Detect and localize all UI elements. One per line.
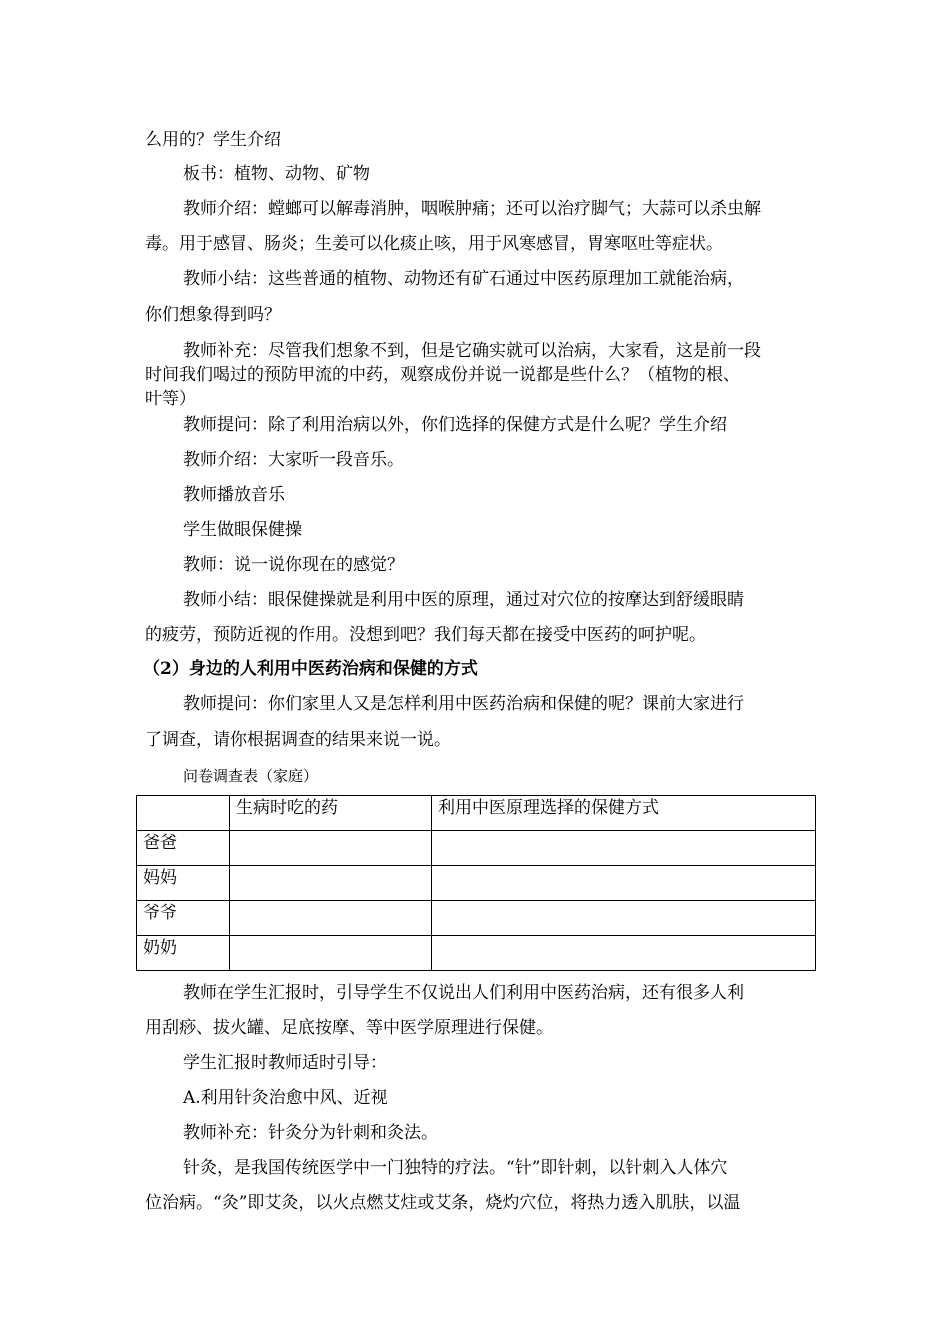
table-cell: [230, 866, 432, 901]
paragraph-line: 教师提问：你们家里人又是怎样利用中医药治病和保健的呢？课前大家进行: [183, 694, 744, 714]
table-row: [137, 936, 816, 971]
table-cell: 妈妈: [137, 866, 230, 901]
table-row: [137, 901, 816, 936]
table-cell: [432, 901, 816, 936]
table-cell: [432, 831, 816, 866]
paragraph-line: 教师介绍：螳螂可以解毒消肿，咽喉肿痛；还可以治疗脚气；大蒜可以杀虫解: [183, 199, 761, 219]
paragraph-line: 教师介绍：大家听一段音乐。: [183, 450, 404, 470]
table-cell: [432, 866, 816, 901]
table-cell: [230, 901, 432, 936]
paragraph-line: 教师：说一说你现在的感觉？: [183, 555, 404, 575]
paragraph-line: 叶等）: [145, 389, 196, 409]
paragraph-line: 教师补充：尽管我们想象不到，但是它确实就可以治病，大家看，这是前一段: [183, 341, 761, 361]
paragraph-line: 板书：植物、动物、矿物: [183, 164, 370, 184]
paragraph-line: 时间我们喝过的预防甲流的中药，观察成份并说一说都是些什么？（植物的根、: [145, 365, 740, 385]
table-header-row: [137, 796, 816, 831]
paragraph-line: 教师提问：除了利用治病以外，你们选择的保健方式是什么呢？学生介绍: [183, 415, 727, 435]
table-header-cell: 利用中医原理选择的保健方式: [432, 796, 816, 831]
paragraph-line: 了调查，请你根据调查的结果来说一说。: [145, 730, 451, 750]
paragraph-line: 用刮痧、拔火罐、足底按摩、等中医学原理进行保健。: [145, 1018, 553, 1038]
paragraph-line: 么用的？学生介绍: [145, 130, 281, 150]
table-row: [137, 831, 816, 866]
table-cell: [432, 936, 816, 971]
paragraph-line: 的疲劳，预防近视的作用。没想到吧？我们每天都在接受中医药的呵护呢。: [145, 625, 706, 645]
paragraph-line: 毒。用于感冒、肠炎；生姜可以化痰止咳，用于风寒感冒，胃寒呕吐等症状。: [145, 234, 723, 254]
table-cell: [230, 831, 432, 866]
paragraph-line: 你们想象得到吗？: [145, 305, 281, 325]
table-cell: 爸爸: [137, 831, 230, 866]
paragraph-line: 教师小结：眼保健操就是利用中医的原理，通过对穴位的按摩达到舒缓眼睛: [183, 590, 744, 610]
survey-table: [136, 795, 816, 971]
table-cell: 奶奶: [137, 936, 230, 971]
paragraph-line: 教师小结：这些普通的植物、动物还有矿石通过中医药原理加工就能治病，: [183, 269, 744, 289]
section-heading: （2）身边的人利用中医药治病和保健的方式: [143, 659, 478, 679]
table-header-cell: 生病时吃的药: [230, 796, 432, 831]
paragraph-line: 教师播放音乐: [183, 485, 285, 505]
paragraph-line: 学生做眼保健操: [183, 520, 302, 540]
table-cell: [230, 936, 432, 971]
table-cell: 爷爷: [137, 901, 230, 936]
paragraph-line: 位治病。“灸”即艾灸，以火点燃艾炷或艾条，烧灼穴位，将热力透入肌肤，以温: [145, 1193, 741, 1213]
paragraph-line: 教师在学生汇报时，引导学生不仅说出人们利用中医药治病，还有很多人利: [183, 983, 744, 1003]
table-header-cell: [137, 796, 230, 831]
table-row: [137, 866, 816, 901]
paragraph-line: 学生汇报时教师适时引导：: [183, 1053, 387, 1073]
paragraph-line: A.利用针灸治愈中风、近视: [183, 1088, 388, 1108]
paragraph-line: 教师补充：针灸分为针刺和灸法。: [183, 1123, 438, 1143]
table-caption: 问卷调查表（家庭）: [183, 767, 319, 785]
paragraph-line: 针灸，是我国传统医学中一门独特的疗法。“针”即针刺，以针刺入人体穴: [183, 1158, 728, 1178]
